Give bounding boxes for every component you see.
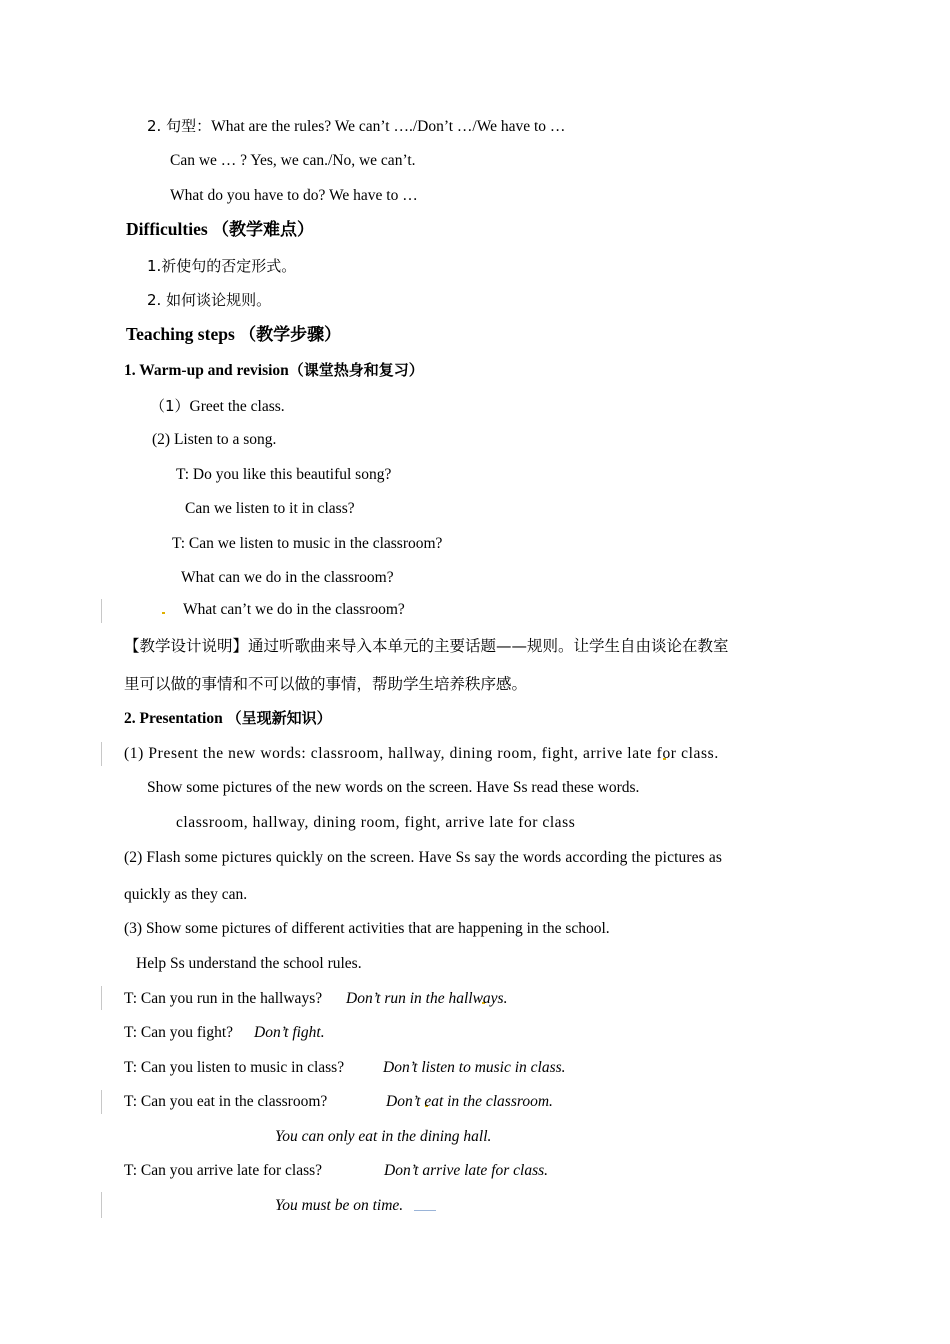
warmup-item-1-num: （1） — [150, 397, 190, 415]
warmup-heading — [124, 360, 424, 381]
pattern-label: 2. 句型： — [147, 117, 212, 135]
difficulty-item-2: 2. 如何谈论规则。 — [147, 291, 272, 309]
dialog-line: Can we listen to it in class? — [185, 500, 355, 517]
qa-answer: Don’t eat in the classroom. — [386, 1093, 553, 1110]
teaching-steps-title-cn: （教学步骤） — [239, 325, 342, 345]
difficulty-item-1: 1.祈使句的否定形式。 — [147, 257, 297, 275]
qa-answer: Don’t listen to music in class. — [383, 1059, 566, 1076]
qa-question: T: Can you listen to music in class? — [124, 1059, 345, 1076]
qa-question: T: Can you fight? — [124, 1024, 233, 1041]
teaching-steps-title-en: Teaching steps — [126, 324, 235, 344]
teaching-steps-heading — [126, 324, 341, 345]
presentation-step-1: (1) Present the new words: classroom, hallway, dining room, fight, arrive late for class. — [124, 745, 719, 762]
presentation-step-2b: quickly as they can. — [124, 886, 248, 903]
presentation-step-1b: Show some pictures of the new words on the screen. Have Ss read these words. — [147, 779, 640, 796]
revision-bar — [101, 742, 102, 766]
difficulties-title-cn: （教学难点） — [212, 220, 315, 240]
dialog-line: What can we do in the classroom? — [181, 569, 394, 586]
presentation-step-2a: (2) Flash some pictures quickly on the screen. Have Ss say the words according the pictures as — [124, 849, 722, 866]
qa-question: T: Can you run in the hallways? — [124, 990, 323, 1007]
dialog-line: What can’t we do in the classroom? — [183, 601, 405, 618]
new-words-list: classroom, hallway, dining room, fight, arrive late for class — [176, 814, 576, 831]
qa-answer: You must be on time. — [275, 1197, 404, 1214]
pattern-line-2: Can we … ? Yes, we can./No, we can’t. — [170, 152, 416, 169]
pattern-line-3: What do you have to do? We have to … — [170, 187, 418, 204]
presentation-title-en: 2. Presentation — [124, 710, 223, 727]
qa-question: T: Can you arrive late for class? — [124, 1162, 323, 1179]
qa-answer: Don’t run in the hallways. — [346, 990, 508, 1007]
dialog-line: T: Do you like this beautiful song? — [176, 466, 392, 483]
pattern-text: What are the rules? We can’t …./Don’t …/We have to … — [211, 118, 566, 135]
revision-bar — [101, 1090, 102, 1114]
dialog-line: T: Can we listen to music in the classroom? — [172, 535, 443, 552]
presentation-title-cn: （呈现新知识） — [226, 709, 332, 727]
revision-bar — [101, 599, 102, 623]
revision-bar — [101, 1192, 102, 1218]
qa-answer: Don’t fight. — [254, 1024, 325, 1041]
difficulties-title-en: Difficulties — [126, 219, 208, 239]
design-note-line-2: 里可以做的事情和不可以做的事情，帮助学生培养秩序感。 — [124, 675, 528, 693]
difficulties-heading — [126, 219, 314, 240]
edit-mark — [162, 612, 165, 614]
design-note-line-1: 【教学设计说明】通过听歌曲来导入本单元的主要话题——规则。让学生自由谈论在教室 — [124, 637, 729, 655]
presentation-heading — [124, 708, 332, 729]
warmup-title-en: 1. Warm-up and revision — [124, 362, 289, 379]
warmup-item-1-text: Greet the class. — [189, 398, 285, 415]
warmup-item-1 — [150, 396, 285, 417]
revision-bar — [101, 986, 102, 1010]
presentation-step-3: (3) Show some pictures of different activities that are happening in the school. — [124, 920, 610, 937]
presentation-step-3b: Help Ss understand the school rules. — [136, 955, 362, 972]
warmup-item-2: (2) Listen to a song. — [152, 431, 277, 448]
pattern-line-1 — [147, 116, 565, 137]
qa-answer: Don’t arrive late for class. — [384, 1162, 549, 1179]
warmup-title-cn: （课堂热身和复习） — [288, 361, 424, 379]
qa-question: T: Can you eat in the classroom? — [124, 1093, 328, 1110]
edit-mark — [414, 1210, 436, 1211]
qa-answer: You can only eat in the dining hall. — [275, 1128, 492, 1145]
